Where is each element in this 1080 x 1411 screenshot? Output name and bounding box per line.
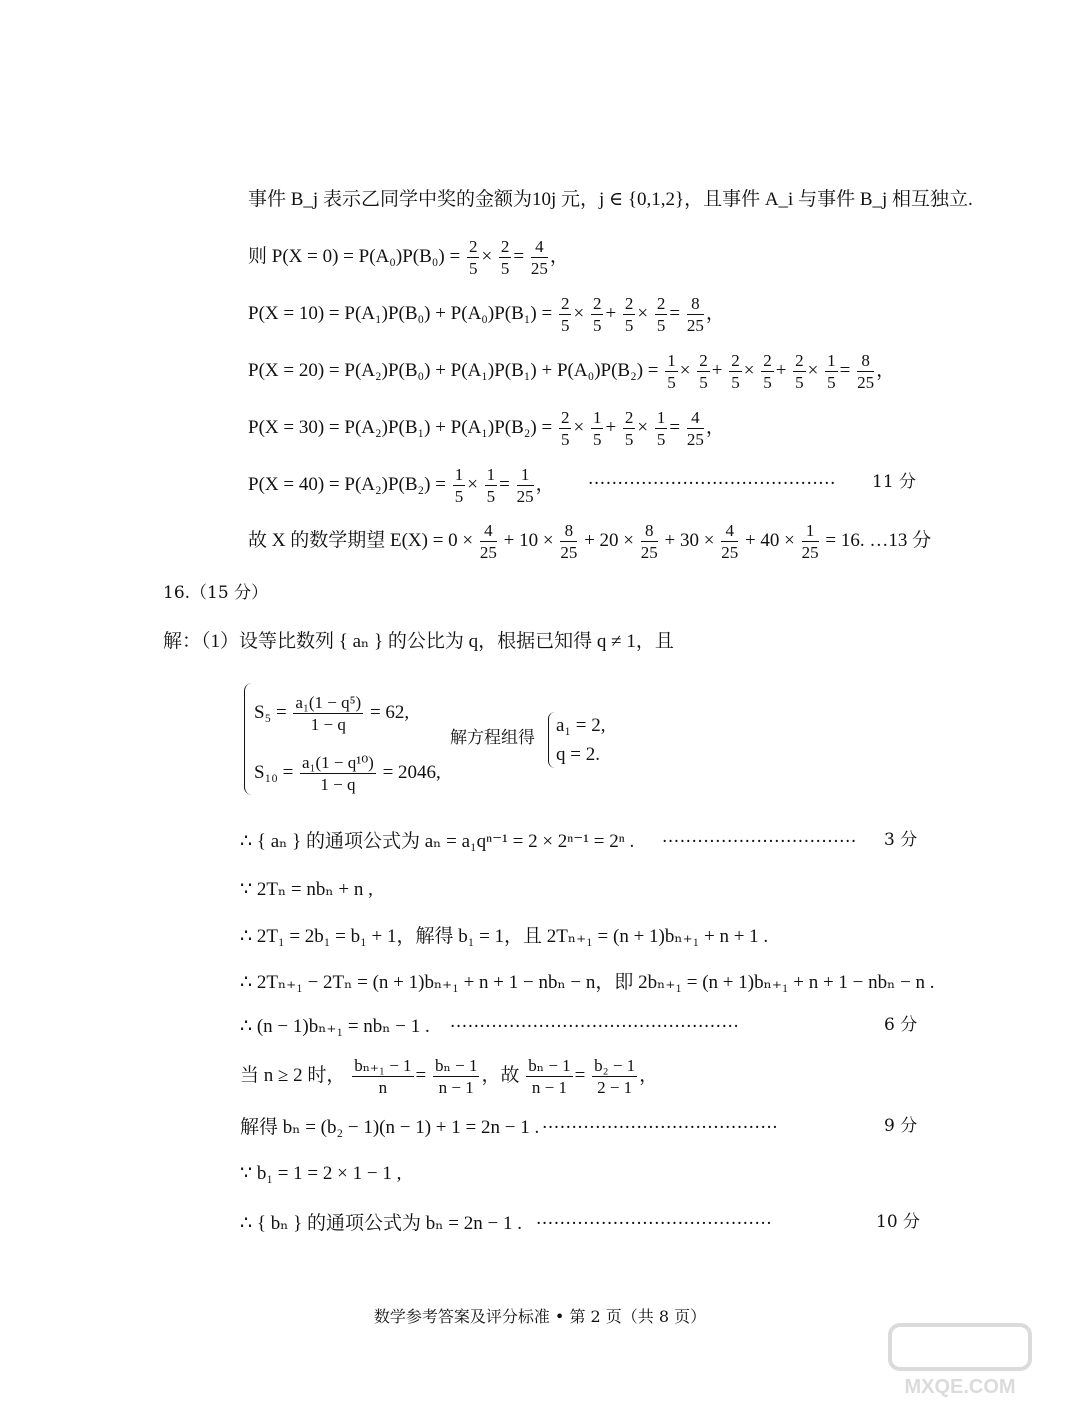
score-6: 6 分 — [884, 1015, 918, 1035]
s5-equation: S₅ = $\frac{\text{a₁(1 − q⁵)}}{1 - q}$ = 62, — [254, 693, 410, 734]
svg-text:MXQE.COM: MXQE.COM — [904, 1376, 1016, 1398]
score-11: 11 分 — [872, 472, 917, 492]
event-b-line: 事件 B_j 表示乙同学中奖的金额为10j 元，j ∈ {0,1,2}，且事件 A_i 与事件 B_j 相互独立. — [248, 189, 973, 210]
expectation-line: 故 X 的数学期望 E(X) = 0 × $\frac{4}{25}$ + 10 × $\frac{8}{25}$ + 20 × $\frac{8}{25}$ + 30 × $\frac{4}{25}$ + 40 × $\frac{1}{25}$ = 16. …13 分 — [248, 521, 932, 562]
p-x30-line: P(X = 30) = P(A₂)P(B₁) + P(A₁)P(B₂) = $\frac{2}{5}$ × $\frac{1}{5}$ + $\frac{2}{5}$ × $\frac{1}{5}$ = $\frac{4}{25}$ ， — [248, 408, 725, 449]
expectation-expression: 故 X 的数学期望 E(X) = 0 × — [248, 529, 474, 551]
score-13: …13 分 — [869, 529, 932, 551]
system-solution-q: q = 2. — [556, 744, 600, 765]
small-brace — [548, 712, 555, 768]
p-x30-expression: P(X = 30) = P(A₂)P(B₁) + P(A₁)P(B₂) = — [248, 416, 553, 438]
ratio-line: 当 n ≥ 2 时， $\frac{\text{bₙ₊₁ − 1}}{n}$ = $\frac{\text{bₙ − 1}}{n - 1}$ ，故 $\frac{\text{bₙ − 1}}{n - 1}$ = $\frac{\text{b₂ − 1}}{2 - 1}$ ， — [240, 1056, 659, 1097]
bn-solution-line: 解得 bₙ = (b₂ − 1)(n − 1) + 1 = 2n − 1 . — [240, 1117, 540, 1138]
watermark-logo — [880, 1320, 1040, 1400]
score-3: 3 分 — [884, 830, 918, 850]
recurrence-line: ∴ (n − 1)bₙ₊₁ = nbₙ − 1 . — [240, 1016, 430, 1037]
fraction: $\frac{4}{25}$ — [530, 237, 548, 278]
an-formula-line: ∴ { aₙ } 的通项公式为 aₙ = a₁qⁿ⁻¹ = 2 × 2ⁿ⁻¹ = 2ⁿ . — [240, 831, 635, 852]
p-x20-expression: P(X = 20) = P(A₂)P(B₀) + P(A₁)P(B₁) + P(A₀)P(B₂) = — [248, 359, 659, 381]
tn-given: ∵ 2Tₙ = nbₙ + n , — [240, 879, 373, 900]
b1-check-line: ∵ b₁ = 1 = 2 × 1 − 1 , — [240, 1163, 402, 1184]
b1-solve-line: ∴ 2T₁ = 2b₁ = b₁ + 1，解得 b₁ = 1，且 2Tₙ₊₁ = (n + 1)bₙ₊₁ + n + 1 . — [240, 926, 769, 947]
question-16-heading: 16.（15 分） — [163, 583, 269, 603]
score-dots: ·········································· — [588, 474, 836, 494]
bn-formula-line: ∴ { bₙ } 的通项公式为 bₙ = 2n − 1 . — [240, 1213, 522, 1234]
score-dots: ········································ — [536, 1214, 773, 1234]
p-x0-line: 则 P(X = 0) = P(A₀)P(B₀) = $\frac{2}{5}$ × $\frac{2}{5}$ = $\frac{4}{25}$ ， — [248, 237, 569, 278]
p-x40-line: P(X = 40) = P(A₂)P(B₂) = $\frac{1}{5}$ × $\frac{1}{5}$ = $\frac{1}{25}$ ， — [248, 465, 555, 506]
fraction: $\frac{2}{5}$ — [468, 237, 478, 278]
p-x10-expression: P(X = 10) = P(A₁)P(B₀) + P(A₀)P(B₁) = — [248, 302, 553, 324]
p-x40-expression: P(X = 40) = P(A₂)P(B₂) = — [248, 473, 446, 495]
p-x10-line: P(X = 10) = P(A₁)P(B₀) + P(A₀)P(B₁) = $\frac{2}{5}$ × $\frac{2}{5}$ + $\frac{2}{5}$ × $\frac{2}{5}$ = $\frac{8}{25}$ ， — [248, 294, 725, 335]
score-dots: ································· — [662, 832, 857, 852]
s10-equation: S₁₀ = $\frac{\text{a₁(1 − q¹⁰)}}{1 - q}$ = 2046, — [254, 753, 441, 794]
system-solution-a1: a₁ = 2, — [556, 715, 606, 736]
p-x0-expression: 则 P(X = 0) = P(A₀)P(B₀) = — [248, 245, 461, 267]
score-dots: ········································ — [542, 1118, 779, 1138]
p-x20-line: P(X = 20) = P(A₂)P(B₀) + P(A₁)P(B₁) + P(A₀)P(B₂) = $\frac{1}{5}$ × $\frac{2}{5}$ + $\frac{2}{5}$ × $\frac{2}{5}$ + $\frac{2}{5}$ × $\frac{1}{5}$ = $\frac{8}{25}$ ， — [248, 351, 896, 392]
left-brace — [244, 683, 253, 795]
page-footer: 数学参考答案及评分标准 • 第 2 页（共 8 页） — [373, 1307, 707, 1326]
score-10: 10 分 — [876, 1212, 921, 1232]
score-9: 9 分 — [884, 1116, 918, 1136]
fraction: $\frac{2}{5}$ — [500, 237, 510, 278]
solution-part1-intro: 解：（1）设等比数列 { aₙ } 的公比为 q，根据已知得 q ≠ 1，且 — [163, 631, 674, 652]
solve-label: 解方程组得 — [450, 728, 535, 748]
score-dots: ················································· — [450, 1017, 740, 1037]
difference-line: ∴ 2Tₙ₊₁ − 2Tₙ = (n + 1)bₙ₊₁ + n + 1 − nbₙ − n，即 2bₙ₊₁ = (n + 1)bₙ₊₁ + n + 1 − nbₙ − n . — [240, 972, 935, 993]
